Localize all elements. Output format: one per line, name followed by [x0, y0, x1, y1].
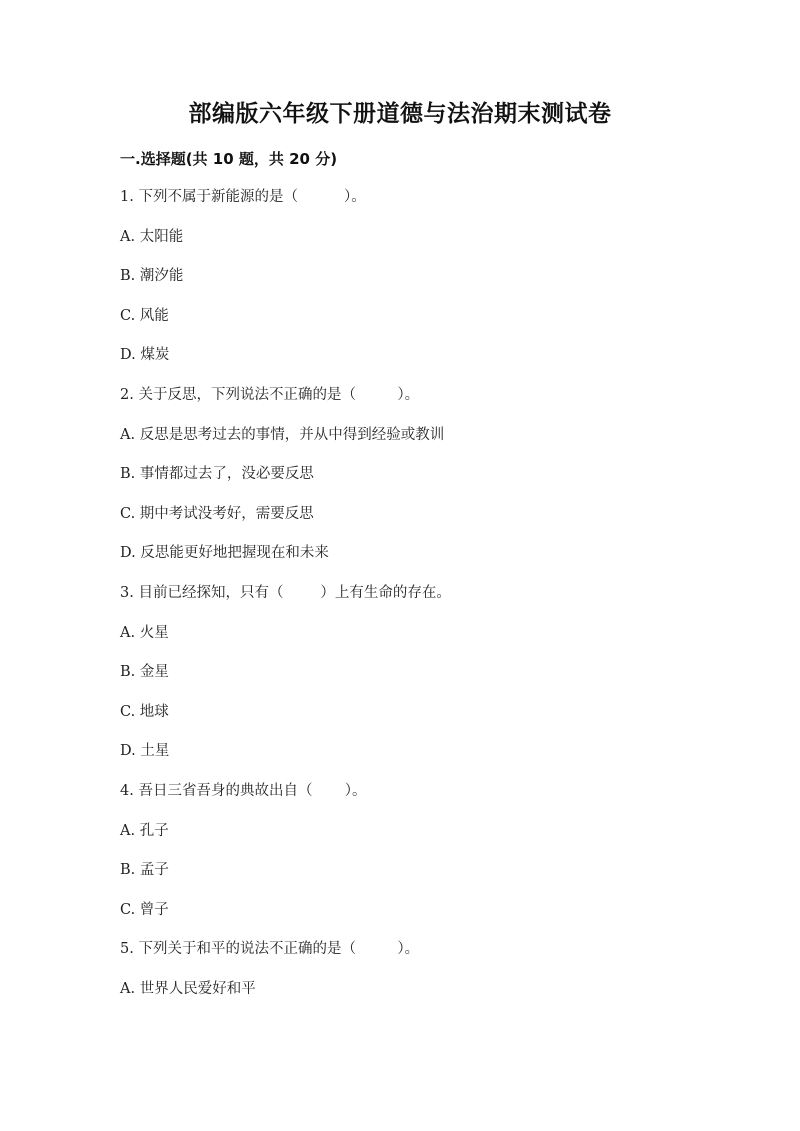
- page-title: 部编版六年级下册道德与法治期末测试卷: [188, 101, 612, 127]
- question-1-stem: 1. 下列不属于新能源的是（ ）。: [120, 189, 366, 205]
- question-list: [120, 187, 720, 1018]
- question-2-option-c: C. 期中考试没考好，需要反思: [120, 505, 314, 522]
- question-3-option-b: B. 金星: [120, 664, 169, 681]
- question-1-option-a: A. 太阳能: [120, 228, 184, 245]
- question-4-option-c: C. 曾子: [120, 901, 169, 918]
- question-3-option-a: A. 火星: [120, 624, 169, 641]
- section-heading: 一.选择题(共 10 题，共 20 分): [120, 150, 338, 168]
- question-4-option-a: A. 孔子: [120, 822, 169, 839]
- question-2-stem: 2. 关于反思，下列说法不正确的是（ ）。: [120, 386, 420, 403]
- question-5-stem: 5. 下列关于和平的说法不正确的是（ ）。: [120, 941, 420, 958]
- question-2-option-d: D. 反思能更好地把握现在和未来: [120, 545, 329, 562]
- question-3-option-c: C. 地球: [120, 703, 169, 720]
- question-1-option-c: C. 风能: [120, 307, 169, 324]
- question-2-option-b: B. 事情都过去了，没必要反思: [120, 466, 314, 483]
- question-2-option-a: A. 反思是思考过去的事情，并从中得到经验或教训: [120, 426, 445, 443]
- question-3-stem: 3. 目前已经探知，只有（ ）上有生命的存在。: [120, 584, 451, 601]
- question-3-option-d: D. 土星: [120, 743, 170, 760]
- question-1-option-d: D. 煤炭: [120, 347, 170, 364]
- question-5-option-a: A. 世界人民爱好和平: [120, 980, 256, 997]
- question-1-option-b: B. 潮汐能: [120, 268, 184, 285]
- question-4-stem: 4. 吾日三省吾身的典故出自（ ）。: [120, 782, 367, 799]
- question-4-option-b: B. 孟子: [120, 862, 169, 879]
